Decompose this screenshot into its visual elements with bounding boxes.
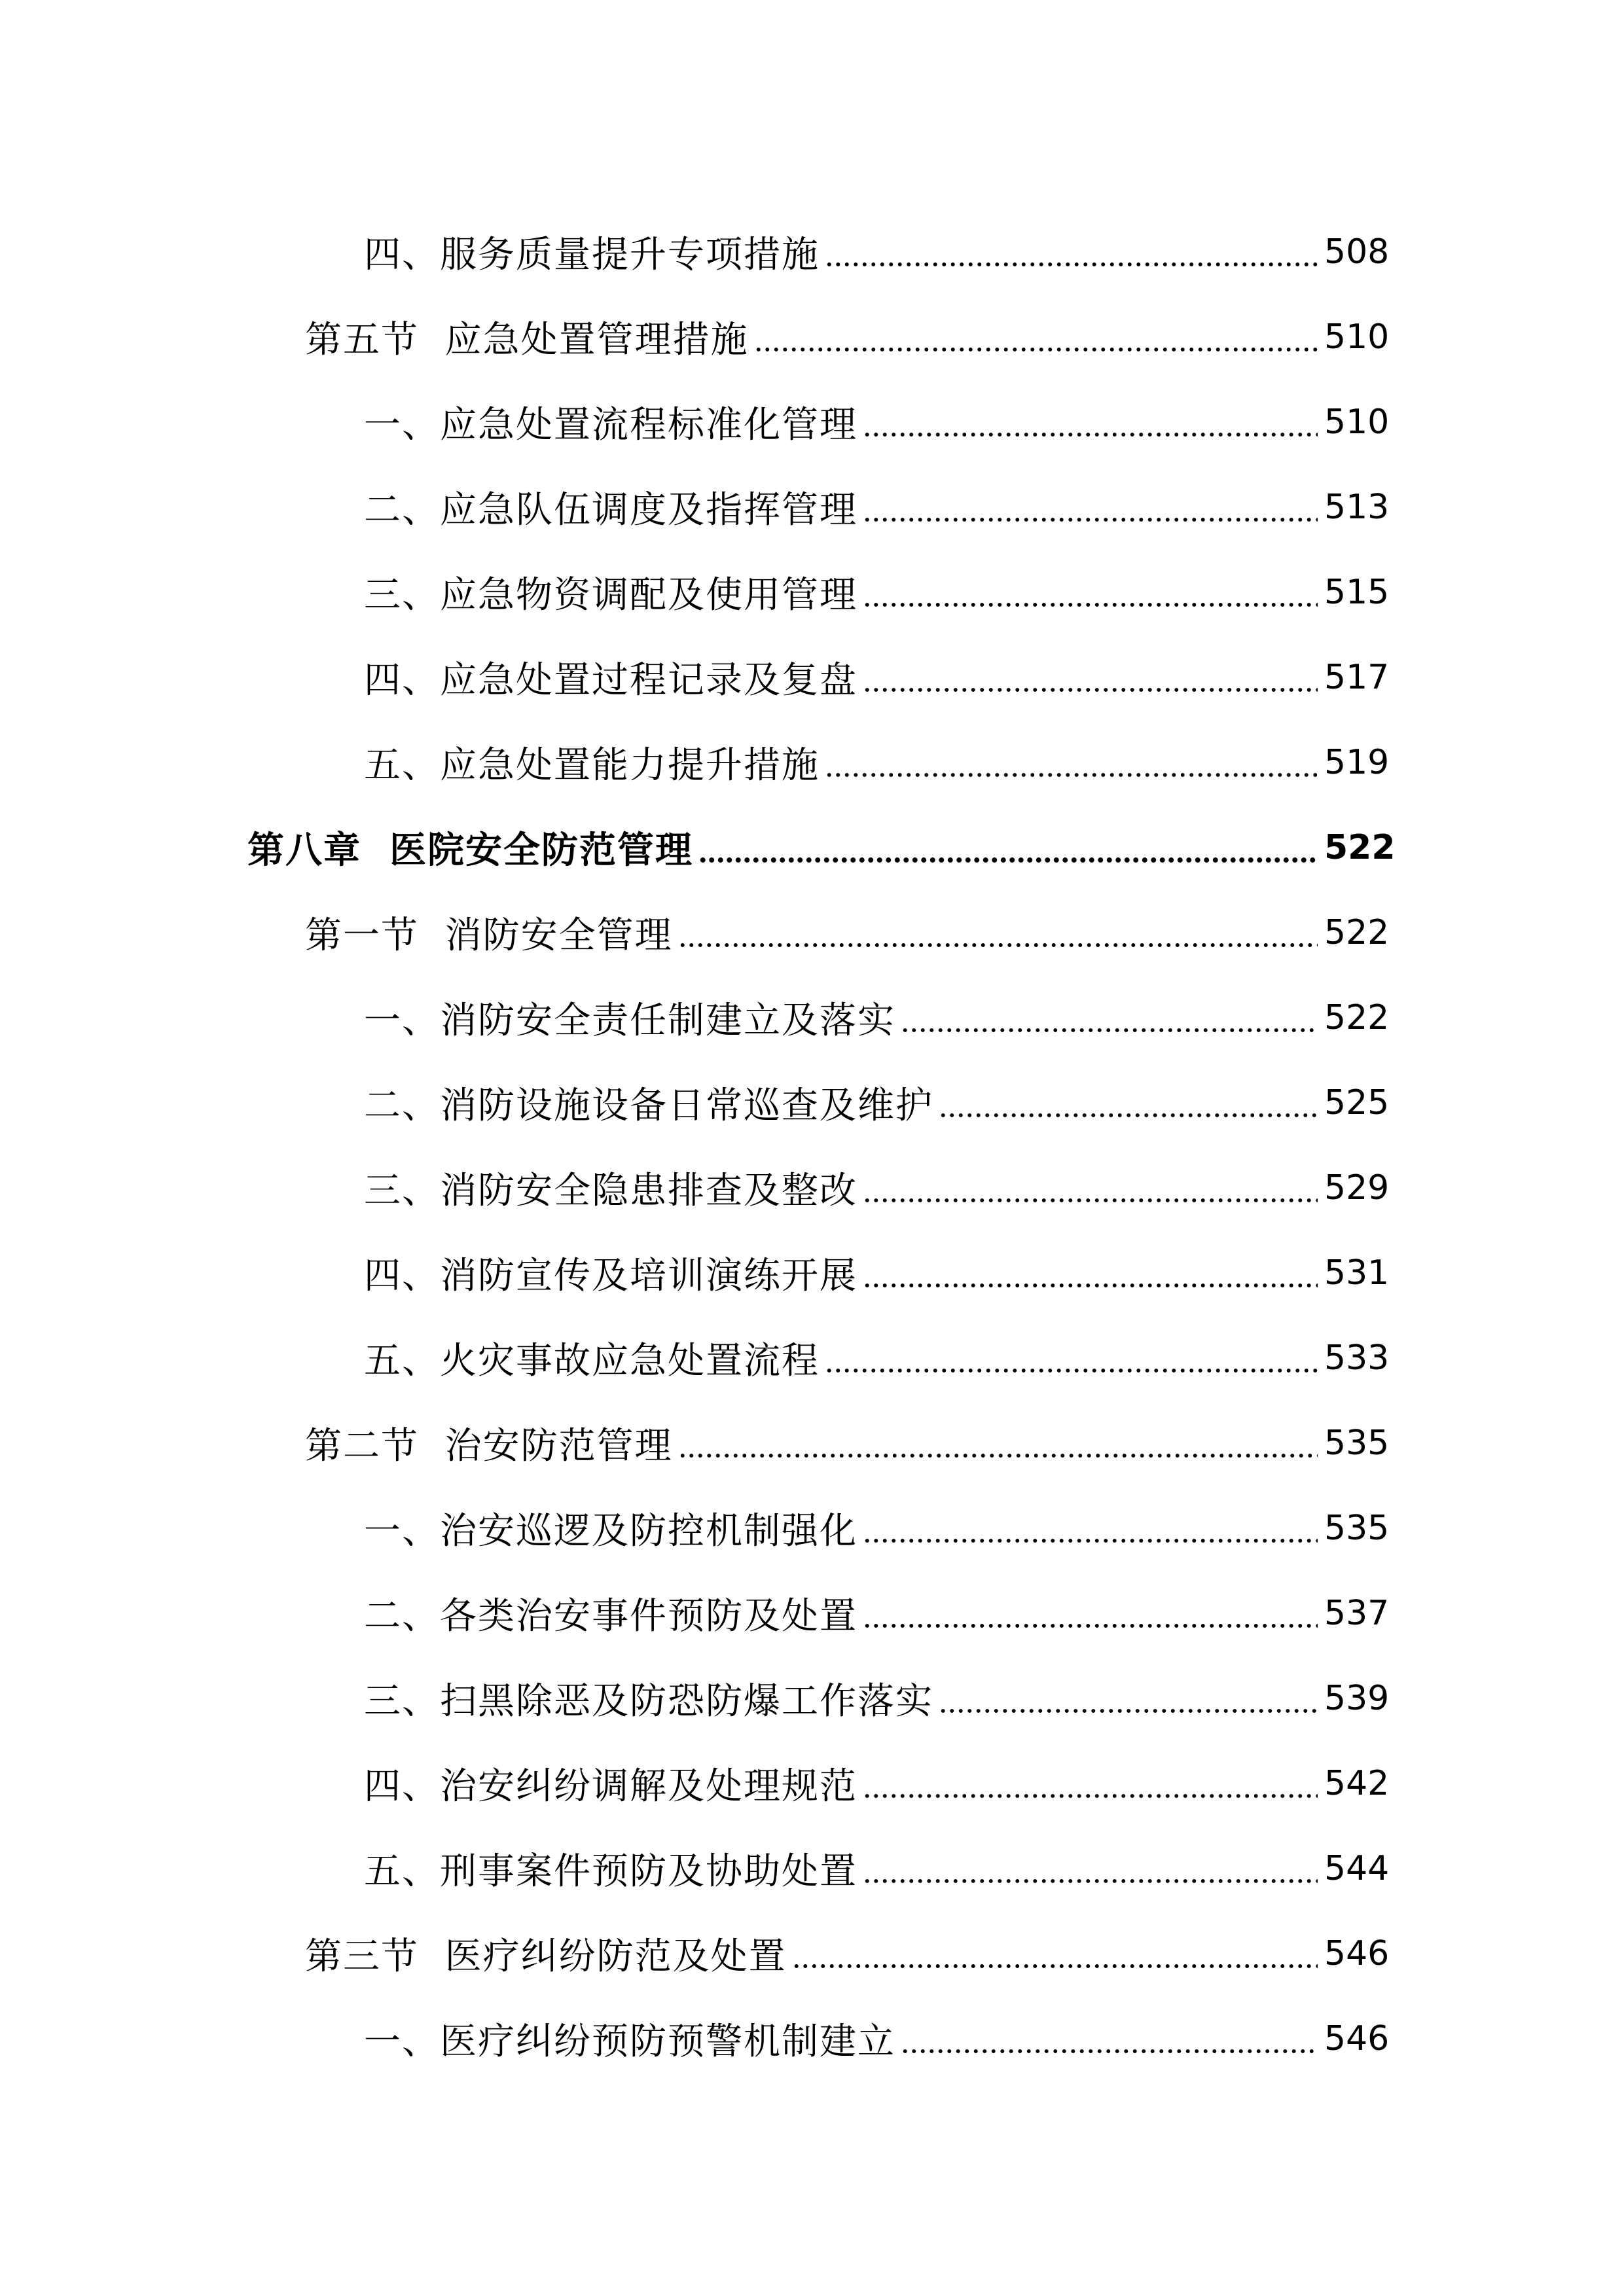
toc-page-number: 544 <box>1324 1849 1390 1888</box>
toc-entry[interactable] <box>0 1316 1624 1401</box>
toc-page-number: 522 <box>1324 913 1390 952</box>
toc-page-number: 508 <box>1324 232 1390 272</box>
toc-page-number: 519 <box>1324 743 1390 782</box>
toc-dot-leader <box>863 1852 1318 1885</box>
toc-entry[interactable] <box>0 295 1624 380</box>
toc-dot-leader <box>863 1257 1318 1289</box>
toc-entry[interactable] <box>0 465 1624 550</box>
toc-entry[interactable] <box>0 1145 1624 1230</box>
toc-entry-label: 第一节 消防安全管理 <box>305 914 673 957</box>
table-of-contents <box>0 209 1624 2081</box>
toc-entry-label: 第八章 医院安全防范管理 <box>247 829 693 872</box>
toc-entry[interactable] <box>0 380 1624 465</box>
toc-dot-leader <box>678 916 1318 949</box>
toc-entry-label: 三、扫黑除恶及防恐防爆工作落实 <box>364 1680 933 1723</box>
toc-dot-leader <box>698 831 1318 864</box>
toc-page-number: 533 <box>1324 1338 1390 1378</box>
toc-entry[interactable] <box>0 1060 1624 1145</box>
toc-dot-leader <box>863 576 1318 609</box>
toc-entry[interactable] <box>0 1741 1624 1826</box>
toc-entry[interactable] <box>0 1911 1624 1996</box>
toc-page-number: 513 <box>1324 488 1390 527</box>
toc-entry[interactable] <box>0 805 1624 890</box>
toc-entry-label: 三、消防安全隐患排查及整改 <box>364 1170 857 1212</box>
toc-entry[interactable] <box>0 1996 1624 2081</box>
toc-entry[interactable] <box>0 1826 1624 1911</box>
toc-page-number: 535 <box>1324 1424 1390 1463</box>
toc-page-number: 546 <box>1324 1934 1390 1973</box>
toc-dot-leader <box>863 1597 1318 1630</box>
toc-entry[interactable] <box>0 635 1624 720</box>
toc-page-number: 546 <box>1324 2019 1390 2058</box>
toc-dot-leader <box>939 1086 1318 1119</box>
toc-entry[interactable] <box>0 1230 1624 1316</box>
toc-dot-leader <box>863 1767 1318 1800</box>
toc-entry-label: 二、各类治安事件预防及处置 <box>364 1595 857 1638</box>
toc-entry-label: 一、应急处置流程标准化管理 <box>364 404 857 446</box>
toc-entry-label: 第五节 应急处置管理措施 <box>305 319 749 361</box>
toc-entry-label: 五、刑事案件预防及协助处置 <box>364 1850 857 1893</box>
toc-dot-leader <box>754 321 1318 353</box>
toc-entry[interactable] <box>0 209 1624 295</box>
toc-page-number: 539 <box>1324 1679 1390 1718</box>
toc-dot-leader <box>825 236 1318 268</box>
toc-page-number: 510 <box>1324 317 1390 357</box>
toc-dot-leader <box>863 406 1318 439</box>
toc-entry-label: 第二节 治安防范管理 <box>305 1425 673 1467</box>
toc-dot-leader <box>863 661 1318 694</box>
toc-page-number: 542 <box>1324 1764 1390 1803</box>
toc-entry[interactable] <box>0 550 1624 635</box>
toc-page-number: 529 <box>1324 1168 1390 1208</box>
toc-entry-label: 一、医疗纠纷预防预警机制建立 <box>364 2020 895 2063</box>
toc-entry[interactable] <box>0 975 1624 1060</box>
toc-entry-label: 二、消防设施设备日常巡查及维护 <box>364 1085 933 1127</box>
toc-dot-leader <box>863 1172 1318 1204</box>
toc-entry[interactable] <box>0 890 1624 975</box>
toc-entry-label: 一、治安巡逻及防控机制强化 <box>364 1510 857 1552</box>
toc-entry-label: 四、治安纠纷调解及处理规范 <box>364 1765 857 1808</box>
toc-entry-label: 三、应急物资调配及使用管理 <box>364 574 857 617</box>
toc-entry[interactable] <box>0 1401 1624 1486</box>
toc-dot-leader <box>863 1512 1318 1545</box>
toc-page-number: 522 <box>1324 828 1396 867</box>
toc-page-number: 522 <box>1324 998 1390 1037</box>
toc-page-number: 525 <box>1324 1083 1390 1122</box>
toc-dot-leader <box>901 1001 1318 1034</box>
toc-entry-label: 四、消防宣传及培训演练开展 <box>364 1255 857 1297</box>
toc-dot-leader <box>901 2022 1318 2055</box>
toc-entry-label: 四、应急处置过程记录及复盘 <box>364 659 857 702</box>
toc-page-number: 515 <box>1324 573 1390 612</box>
toc-entry-label: 四、服务质量提升专项措施 <box>364 234 820 276</box>
toc-dot-leader <box>825 1342 1318 1374</box>
toc-page-number: 535 <box>1324 1509 1390 1548</box>
toc-entry-label: 五、火灾事故应急处置流程 <box>364 1340 820 1382</box>
toc-entry-label: 一、消防安全责任制建立及落实 <box>364 999 895 1042</box>
toc-dot-leader <box>825 746 1318 779</box>
toc-page-number: 537 <box>1324 1594 1390 1633</box>
toc-dot-leader <box>939 1682 1318 1715</box>
toc-page-number: 531 <box>1324 1253 1390 1293</box>
toc-entry[interactable] <box>0 1571 1624 1656</box>
toc-entry-label: 五、应急处置能力提升措施 <box>364 744 820 787</box>
toc-dot-leader <box>678 1427 1318 1460</box>
toc-entry-label: 第三节 医疗纠纷防范及处置 <box>305 1935 787 1978</box>
toc-entry-label: 二、应急队伍调度及指挥管理 <box>364 489 857 531</box>
toc-entry[interactable] <box>0 720 1624 805</box>
toc-entry[interactable] <box>0 1656 1624 1741</box>
toc-page-number: 517 <box>1324 658 1390 697</box>
toc-page-number: 510 <box>1324 403 1390 442</box>
toc-dot-leader <box>863 491 1318 524</box>
toc-entry[interactable] <box>0 1486 1624 1571</box>
toc-dot-leader <box>792 1937 1318 1970</box>
